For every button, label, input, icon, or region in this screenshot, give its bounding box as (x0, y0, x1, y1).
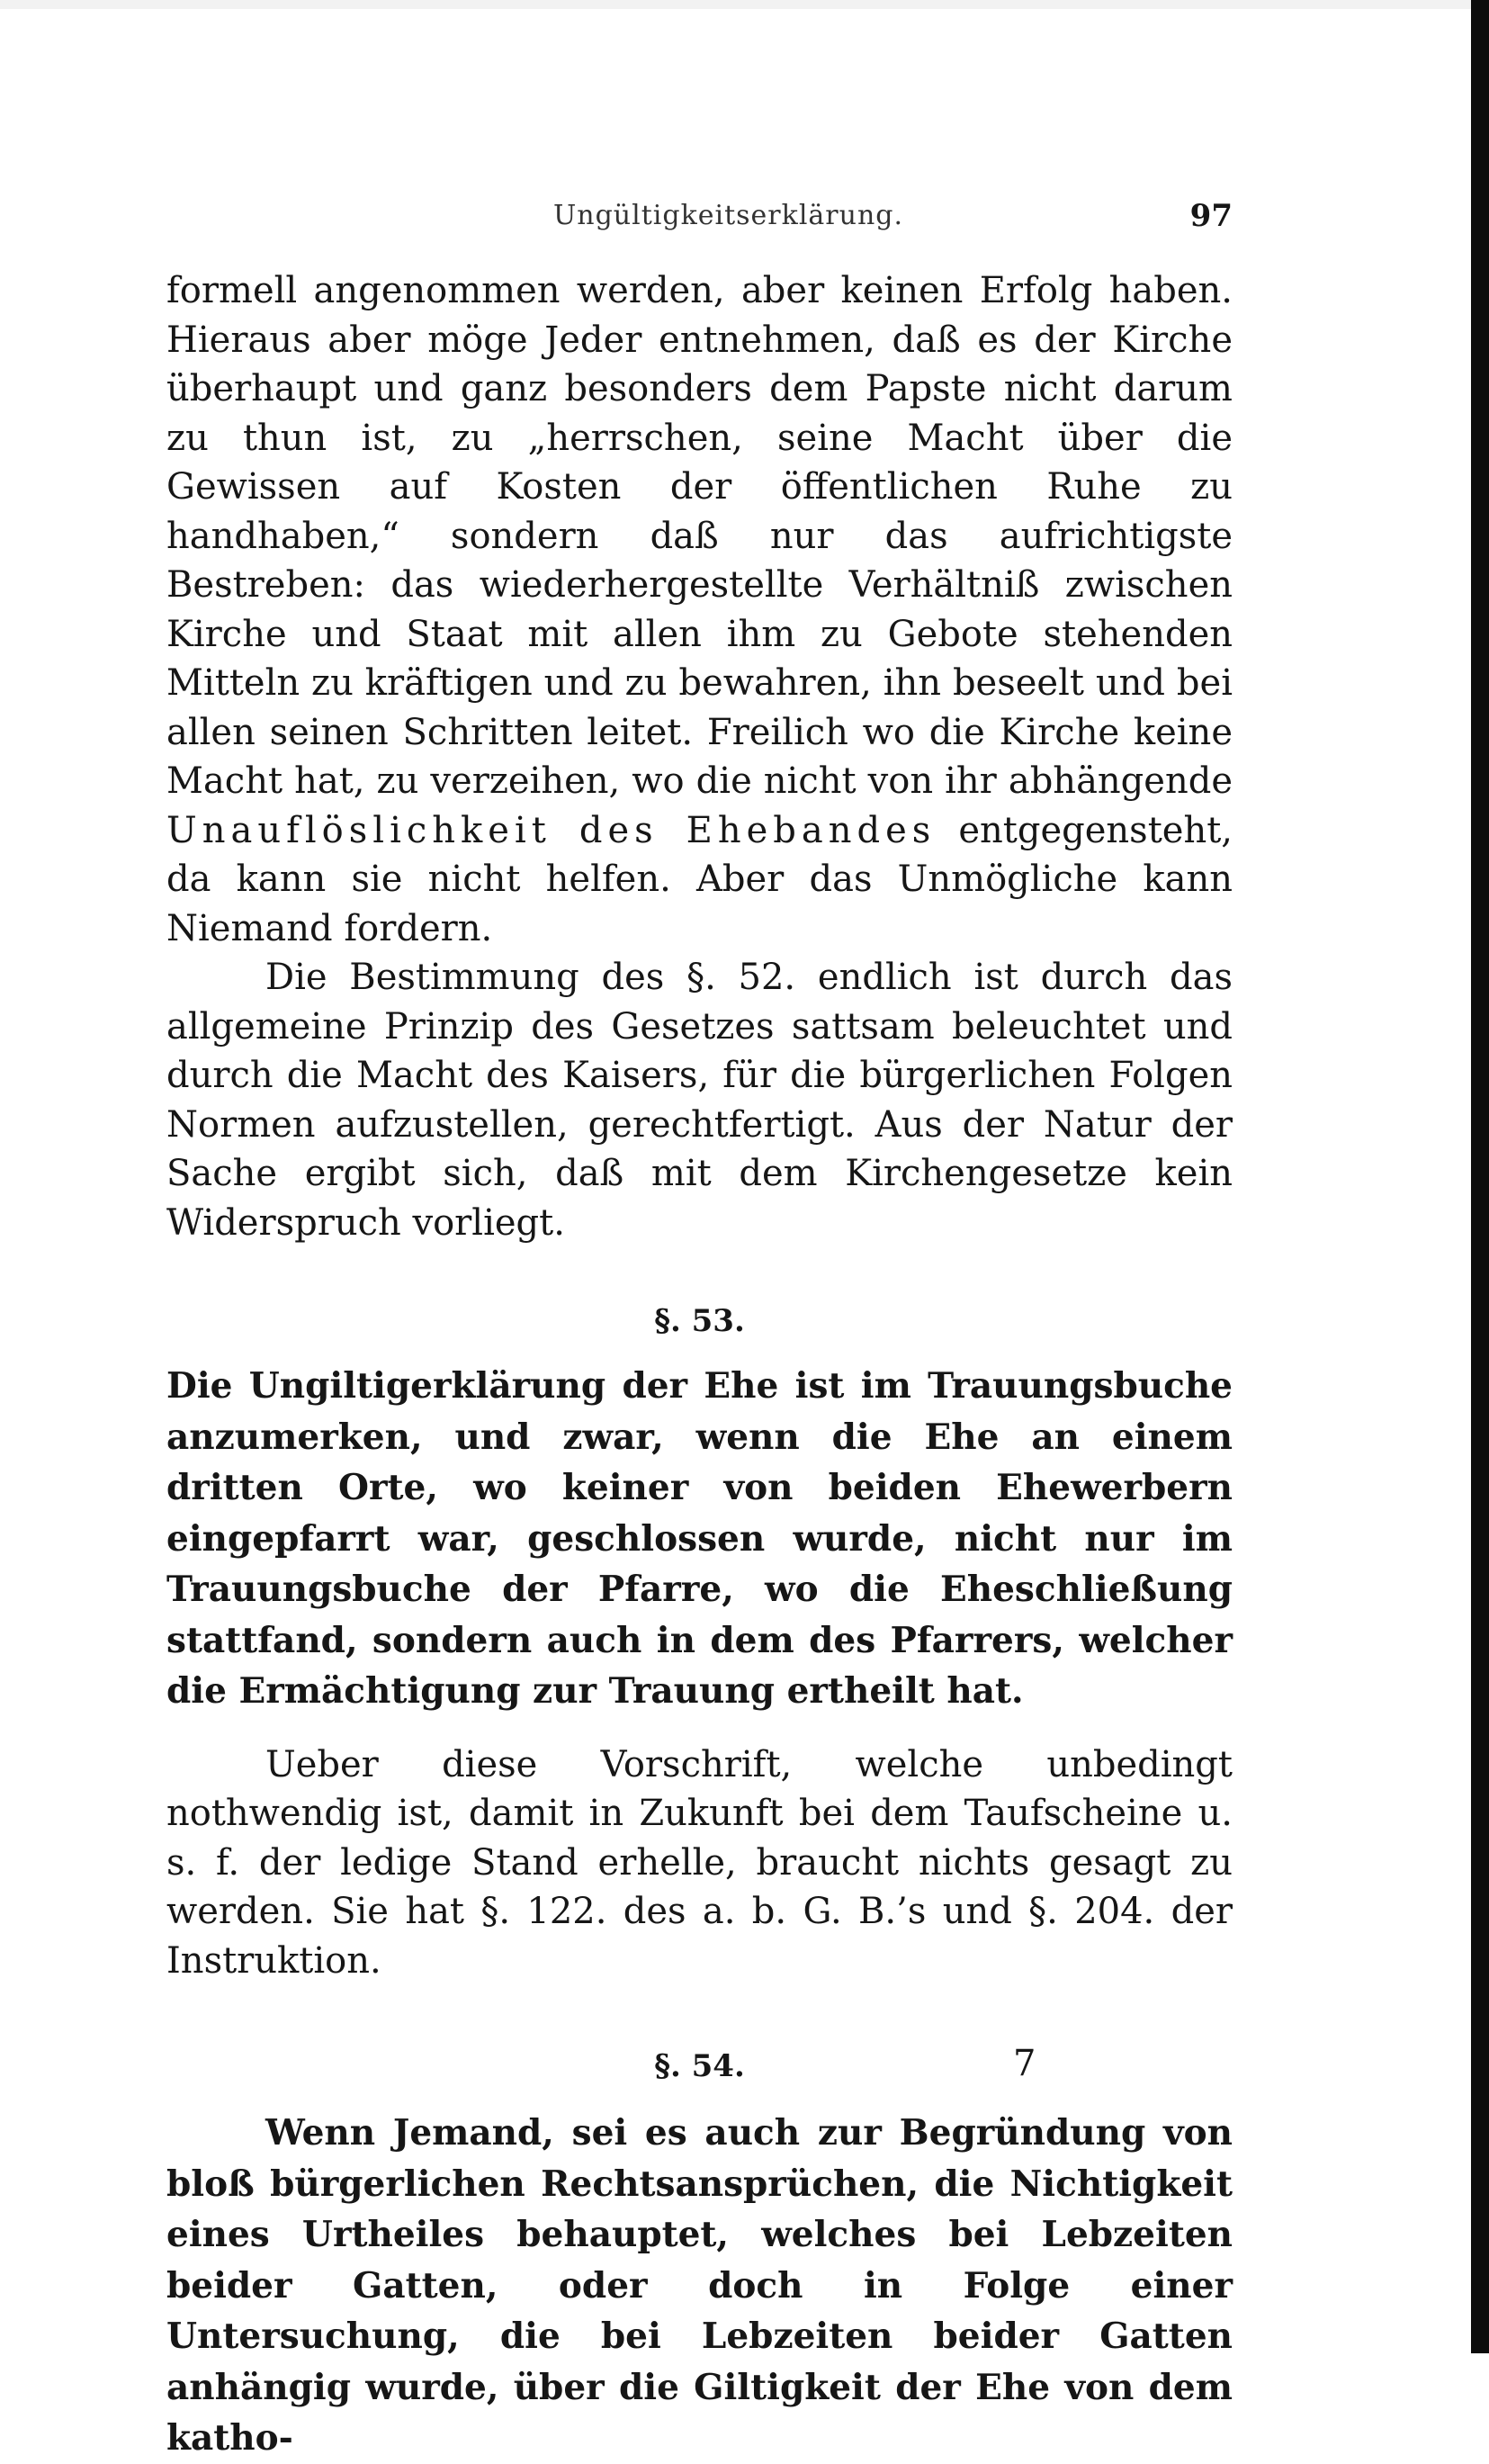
emphasized-text: Unauflöslichkeit des Ehebandes (166, 809, 937, 851)
section-54-statute: Wenn Jemand, sei es auch zur Begründung von bloß bürgerlichen Rechtsansprüchen, die Nichtigkeit eines Urtheiles behauptet, welches bei Lebzeiten beider Gatten, oder doch in Folge einer Untersuchung, die bei Lebzeiten beider Gatten anhängig wurde, über die Giltigkeit der Ehe von dem katho- (166, 2112, 1233, 2459)
section-heading-53: §. 53. (654, 1303, 745, 1339)
running-title: Ungültigkeitserklärung. (553, 200, 904, 231)
section-heading-54: §. 54. (654, 2048, 745, 2084)
paragraph-1-end: entgegensteht, da kann sie nicht helfen. Aber das Unmögliche kann Niemand fordern. (166, 809, 1233, 949)
section-53-statute: Die Ungiltigerklärung der Ehe ist im Trauungsbuche anzumerken, und zwar, wenn die Ehe an einem dritten Orte, wo keiner von beiden Ehewerbern eingepfarrt war, geschlossen wurde, nicht nur im Trauungsbuche der Pfarre, wo die Eheschließung stattfand, sondern auch in dem des Pfarrers, welcher die Ermächtigung zur Trauung ertheilt hat. (166, 1365, 1233, 1712)
page-body (166, 266, 1233, 2464)
paragraph-2: Die Bestimmung des §. 52. endlich ist durch das allgemeine Prinzip des Gesetzes sattsam beleuchtet und durch die Macht des Kaisers, für die bürgerlichen Folgen Normen aufzustellen, gerechtfertigt. Aus der Natur der Sache ergibt sich, daß mit dem Kirchengesetze kein Widerspruch vorliegt. (166, 957, 1233, 1244)
scan-right-edge (1471, 0, 1489, 2353)
paragraph-1 (166, 266, 1233, 953)
scan-top-edge (0, 0, 1489, 9)
paragraph-3: Ueber diese Vorschrift, welche unbedingt nothwendig ist, damit in Zukunft bei dem Taufscheine u. s. f. der ledige Stand erhelle, braucht nichts gesagt zu werden. Sie hat §. 122. des a. b. G. B.’s und §. 204. der Instruktion. (166, 1743, 1233, 1982)
page-header (166, 200, 1233, 236)
paragraph-1-text: formell angenommen werden, aber keinen Erfolg haben. Hieraus aber möge Jeder entnehmen, daß es der Kirche überhaupt und ganz besonders dem Papste nicht darum zu thun ist, zu „herrschen, seine Macht über die Gewissen auf Kosten der öffentlichen Ruhe zu handhaben,“ sondern daß nur das aufrichtigste Bestreben: das wiederhergestellte Verhältniß zwischen Kirche und Staat mit allen ihm zu Gebote stehenden Mitteln zu kräftigen und zu bewahren, ihn beseelt und bei allen seinen Schritten leitet. Freilich wo die Kirche keine Macht hat, zu verzeihen, wo die nicht von ihr abhängende (166, 270, 1233, 802)
signature-mark: 7 (1013, 2043, 1036, 2084)
page-number: 97 (1189, 198, 1233, 234)
